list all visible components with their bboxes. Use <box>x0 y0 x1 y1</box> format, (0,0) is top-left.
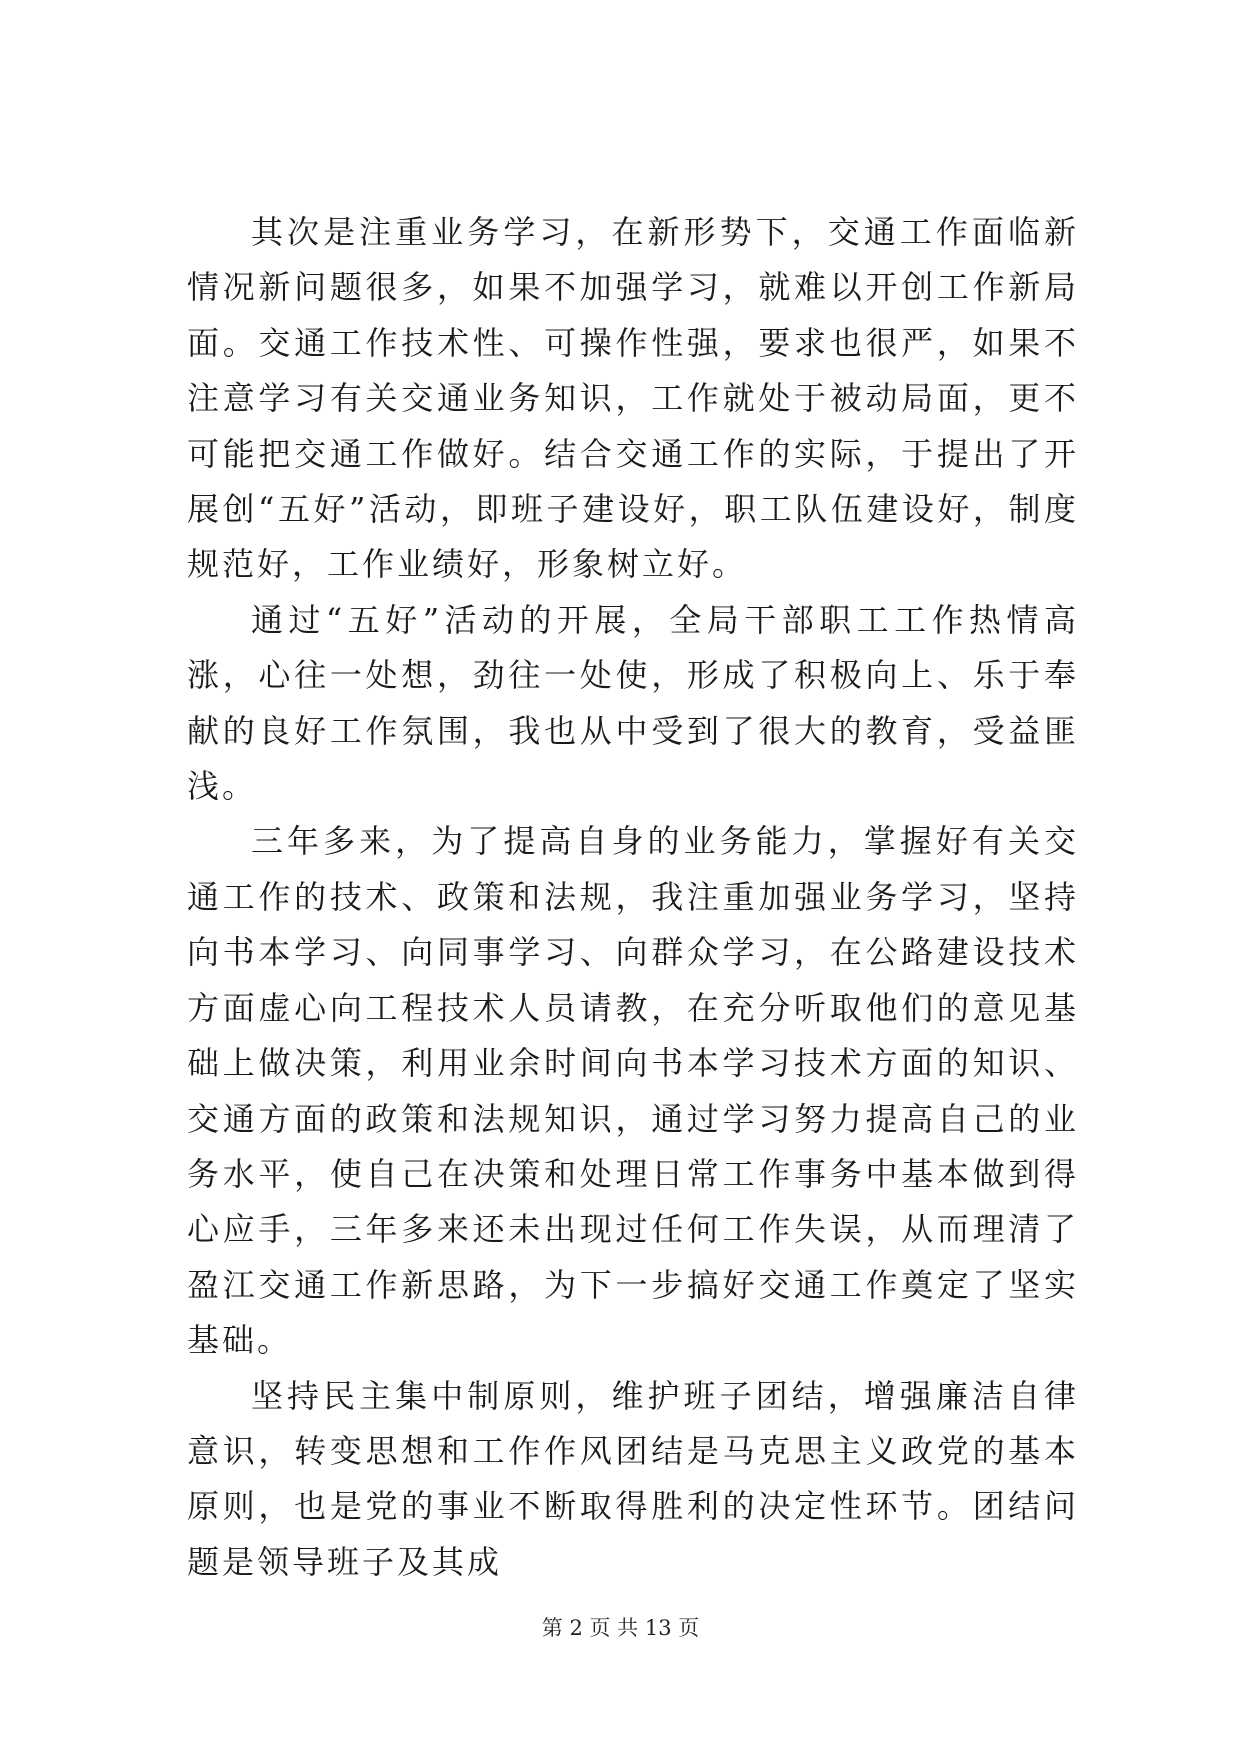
document-body <box>187 205 1079 1590</box>
paragraph: 其次是注重业务学习，在新形势下，交通工作面临新情况新问题很多，如果不加强学习，就难以开创工作新局面。交通工作技术性、可操作性强，要求也很严，如果不注意学习有关交通业务知识，工作就处于被动局面，更不可能把交通工作做好。结合交通工作的实际，于提出了开展创“五好”活动，即班子建设好，职工队伍建设好，制度规范好，工作业绩好，形象树立好。 <box>187 213 1079 584</box>
page-number-footer: 第 2 页 共 13 页 <box>541 1616 700 1640</box>
paragraph: 三年多来，为了提高自身的业务能力，掌握好有关交通工作的技术、政策和法规，我注重加强业务学习，坚持向书本学习、向同事学习、向群众学习，在公路建设技术方面虚心向工程技术人员请教，在充分听取他们的意见基础上做决策，利用业余时间向书本学习技术方面的知识、交通方面的政策和法规知识，通过学习努力提高自己的业务水平，使自己在决策和处理日常工作事务中基本做到得心应手，三年多来还未出现过任何工作失误，从而理清了盈江交通工作新思路，为下一步搞好交通工作奠定了坚实基础。 <box>187 822 1079 1360</box>
paragraph: 坚持民主集中制原则，维护班子团结，增强廉洁自律意识，转变思想和工作作风团结是马克思主义政党的基本原则，也是党的事业不断取得胜利的决定性环节。团结问题是领导班子及其成 <box>187 1376 1079 1581</box>
paragraph: 通过“五好”活动的开展，全局干部职工工作热情高涨，心往一处想，劲往一处使，形成了积极向上、乐于奉献的良好工作氛围，我也从中受到了很大的教育，受益匪浅。 <box>187 600 1079 806</box>
